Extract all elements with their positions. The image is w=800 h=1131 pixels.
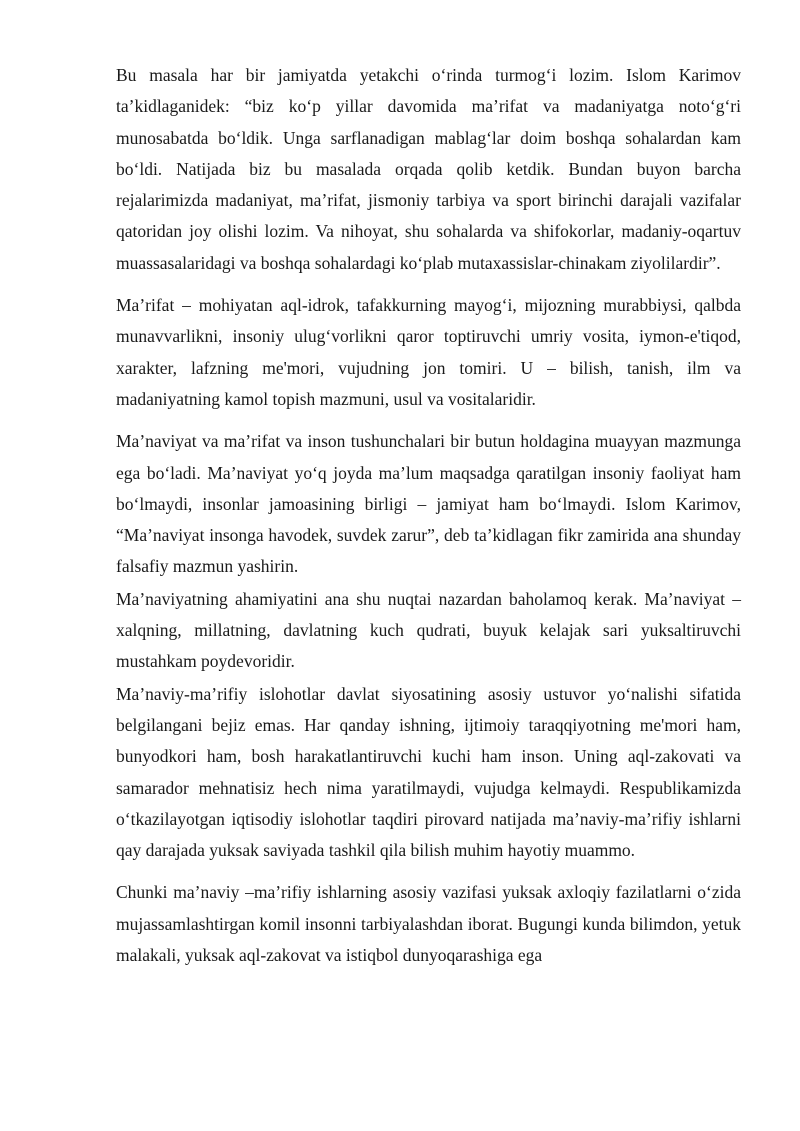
paragraph-5: Ma’naviy-ma’rifiy islohotlar davlat siyosatining asosiy ustuvor yo‘nalishi sifatida belgilangani bejiz emas. Har qanday ishning, ijtimoiy taraqqiyotning me'mori ham, bunyodkori ham, bosh harakatlantiruvchi kuchi ham inson. Uning aql-zakovati va samarador mehnatisiz hech nima yaratilmaydi, vujudga kelmaydi. Respublikamizda o‘tkazilayotgan iqtisodiy islohotlar taqdiri pirovard natijada ma’naviy-ma’rifiy ishlarni qay darajada yuksak saviyada tashkil qila bilish muhim hayotiy muammo. bbox=[116, 683, 741, 861]
paragraph-3: Ma’naviyat va ma’rifat va inson tushunchalari bir butun holdagina muayyan mazmunga ega bo‘ladi. Ma’naviyat yo‘q joyda ma’lum maqsadga qaratilgan insoniy faoliyat ham bo‘lmaydi, insonlar jamoasining birligi – jamiyat ham bo‘lmaydi. Islom Karimov, “Ma’naviyat insonga havodek, suvdek zarur”, deb ta’kidlagan fikr zamirida ana shunday falsafiy mazmun yashirin. bbox=[116, 431, 741, 577]
paragraph-6: Chunki ma’naviy –ma’rifiy ishlarning asosiy vazifasi yuksak axloqiy fazilatlarni o‘zida mujassamlashtirgan komil insonni tarbiyalashdan iborat. Bugungi kunda bilimdon, yetuk malakali, yuksak aql-zakovat va istiqbol dunyoqarashiga ega bbox=[116, 882, 741, 966]
paragraph-1: Bu masala har bir jamiyatda yetakchi o‘rinda turmog‘i lozim. Islom Karimov ta’kidlaganidek: “biz ko‘p yillar davomida ma’rifat va madaniyatga noto‘g‘ri munosabatda bo‘ldik. Unga sarflanadigan mablag‘lar doim boshqa sohalardan kam bo‘ldi. Natijada biz bu masalada orqada qolib ketdik. Bundan buyon barcha rejalarimizda madaniyat, ma’rifat, jismoniy tarbiya va sport birinchi darajali vazifalar qatoridan joy olishi lozim. Va nihoyat, shu sohalarda va shifokorlar, madaniy-oqartuv muassasalaridagi va boshqa sohalardagi ko‘plab mutaxassislar-chinakam ziyolilardir”. bbox=[116, 65, 741, 273]
paragraph-4: Ma’naviyatning ahamiyatini ana shu nuqtai nazardan baholamoq kerak. Ma’naviyat – xalqning, millatning, davlatning kuch qudrati, buyuk kelajak sari yuksaltiruvchi mustahkam poydevoridir. bbox=[116, 588, 741, 672]
document-page bbox=[116, 60, 741, 971]
paragraph-2: Ma’rifat – mohiyatan aql-idrok, tafakkurning mayog‘i, mijozning murabbiysi, qalbda munavvarlikni, insoniy ulug‘vorlikni qaror toptiruvchi umriy vosita, iymon-e'tiqod, xarakter, lafzning me'mori, vujudning jon tomiri. U – bilish, tanish, ilm va madaniyatning kamol topish mazmuni, usul va vositalaridir. bbox=[116, 295, 741, 409]
